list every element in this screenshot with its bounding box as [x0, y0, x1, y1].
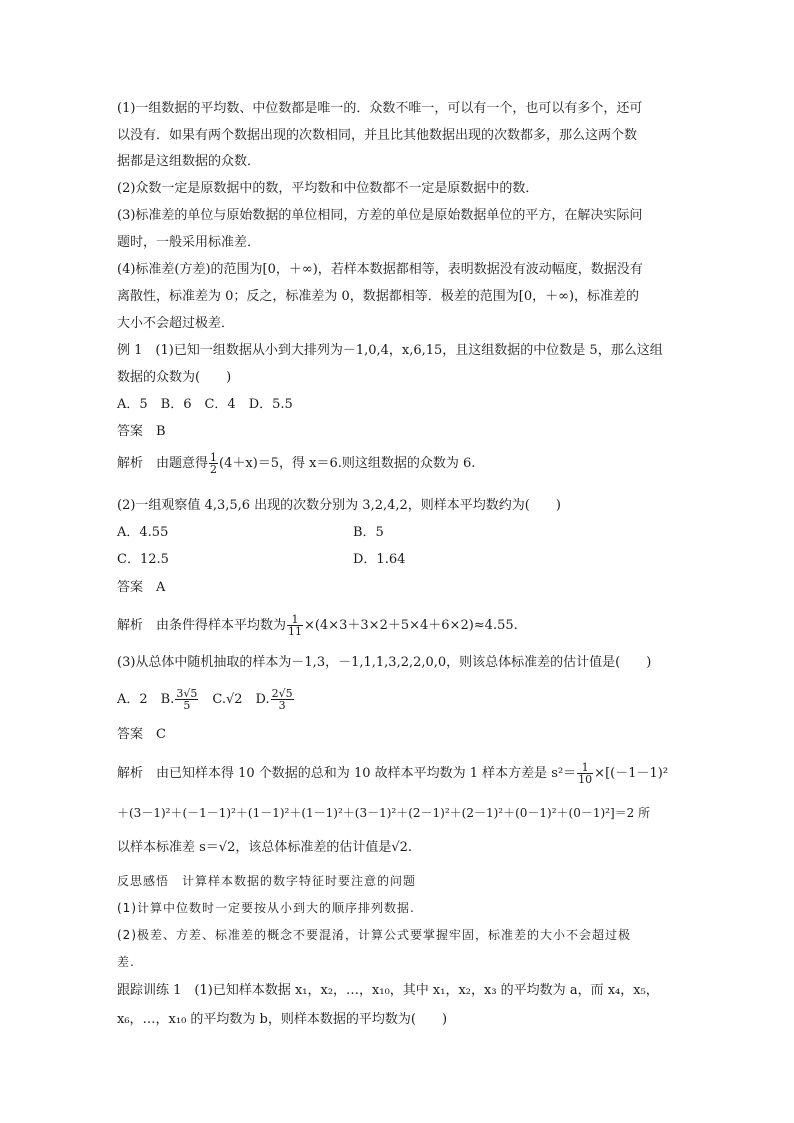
note-3-line-1: (3)标准差的单位与原始数据的单位相同，方差的单位是原始数据单位的平方，在解决实际问 — [117, 208, 643, 223]
fraction-denominator: 11 — [288, 625, 303, 638]
q2-options-row-2 — [117, 552, 517, 568]
option-d-fraction — [271, 688, 294, 711]
answer-1: 答案 B — [117, 424, 166, 439]
fraction-numerator: 1 — [577, 762, 593, 774]
example-1-question-line-2: 数据的众数为( ) — [117, 370, 232, 385]
note-1-line-1: (1)一组数据的平均数、中位数都是唯一的．众数不唯一，可以有一个，也可以有多个，还可 — [117, 101, 643, 116]
practice-1-line-1: 跟踪训练 1 (1)已知样本数据 x₁，x₂，…，x₁₀，其中 x₁，x₂，x₃ 的平均数为 a，而 x₄，x₅， — [117, 983, 659, 998]
fraction-denominator: 3 — [278, 699, 286, 712]
option-b-fraction — [175, 688, 198, 711]
practice-1-line-2: x₆，…，x₁₀ 的平均数为 b，则样本数据的平均数为( ) — [117, 1012, 448, 1027]
analysis-3-prefix: 解析 由已知样本得 10 个数据的总和为 10 故样本平均数为 1 样本方差是 s²＝ — [117, 766, 577, 781]
fraction-numerator: 2√5 — [271, 687, 293, 700]
analysis-1 — [117, 452, 475, 475]
analysis-1-suffix: (4＋x)＝5，得 x＝6.则这组数据的众数为 6. — [219, 456, 476, 471]
note-4-line-3: 大小不会超过极差． — [117, 316, 235, 331]
note-2: (2)众数一定是原数据中的数，平均数和中位数都不一定是原数据中的数． — [117, 181, 539, 196]
analysis-2-suffix: ×(4×3＋3×2＋5×4＋6×2)≈4.55. — [304, 618, 518, 633]
analysis-2 — [117, 614, 518, 637]
note-3-line-2: 题时，一般采用标准差． — [117, 235, 261, 250]
fraction-numerator: 3√5 — [176, 687, 198, 700]
answer-2: 答案 A — [117, 580, 166, 595]
fraction-numerator: 1 — [210, 451, 218, 464]
fraction-numerator: 1 — [287, 614, 303, 626]
note-1-line-2: 以没有．如果有两个数据出现的次数相同，并且比其他数据出现的次数都多，那么这两个数 — [117, 128, 638, 143]
q3-option-a-b-label: A．2 B. — [117, 692, 175, 707]
note-4-line-1: (4)标准差(方差)的范围为[0，＋∞)，若样本数据都相等，表明数据没有波动幅度，数据没有 — [117, 262, 643, 277]
analysis-2-prefix: 解析 由条件得样本平均数为 — [117, 618, 287, 633]
analysis-3-line-2: ＋(3－1)²＋(－1－1)²＋(1－1)²＋(1－1)²＋(3－1)²＋(2－1)²＋(2－1)²＋(0－1)²＋(0－1)²]＝2 所 — [117, 806, 651, 820]
analysis-3-line-1 — [117, 762, 668, 785]
reflection-point-2-line-2: 差. — [117, 955, 135, 969]
example-1-options: A．5 B．6 C．4 D．5.5 — [117, 397, 293, 412]
answer-3: 答案 C — [117, 727, 166, 742]
example-1-question-3: (3)从总体中随机抽取的样本为－1,3，－1,1,1,3,2,2,0,0，则该总体标准差的估计值是( ) — [117, 655, 652, 670]
q2-option-c: C．12.5 — [117, 552, 169, 567]
analysis-3-line-3: 以样本标准差 s＝√2，该总体标准差的估计值是√2. — [117, 840, 413, 855]
example-1-question-2: (2)一组观察值 4,3,5,6 出现的次数分别为 3,2,4,2，则样本平均数约为( ) — [117, 498, 561, 513]
example-1-question-line-1: 例 1 (1)已知一组数据从小到大排列为－1,0,4，x,6,15，且这组数据的中位数是 5，那么这组 — [117, 343, 663, 358]
q2-option-a: A．4.55 — [117, 525, 169, 540]
q3-option-c-d-label: C.√2 D. — [199, 692, 270, 707]
q2-option-d: D．1.64 — [353, 552, 406, 567]
one-eleventh-fraction — [287, 614, 303, 637]
reflection-title: 反思感悟 计算样本数据的数字特征时要注意的问题 — [117, 874, 417, 888]
q2-option-b: B．5 — [353, 525, 384, 540]
analysis-1-prefix: 解析 由题意得 — [117, 456, 209, 471]
note-4-line-2: 离散性，标准差为 0；反之，标准差为 0，数据都相等．极差的范围为[0，＋∞)，标准差的 — [117, 289, 640, 304]
fraction-denominator: 5 — [183, 699, 191, 712]
fraction-denominator: 2 — [210, 463, 218, 476]
fraction-denominator: 10 — [578, 773, 593, 786]
reflection-point-2-line-1: (2)极差、方差、标准差的概念不要混淆，计算公式要掌握牢固，标准差的大小不会超过极 — [117, 928, 632, 942]
q3-options — [117, 688, 295, 711]
one-tenth-fraction — [577, 762, 593, 785]
note-1-line-3: 据都是这组数据的众数． — [117, 154, 261, 169]
analysis-3-suffix: ×[(－1－1)² — [594, 766, 669, 781]
q2-options-row-1 — [117, 525, 517, 541]
half-fraction — [209, 452, 218, 475]
reflection-point-1: (1)计算中位数时一定要按从小到大的顺序排列数据. — [117, 901, 415, 915]
